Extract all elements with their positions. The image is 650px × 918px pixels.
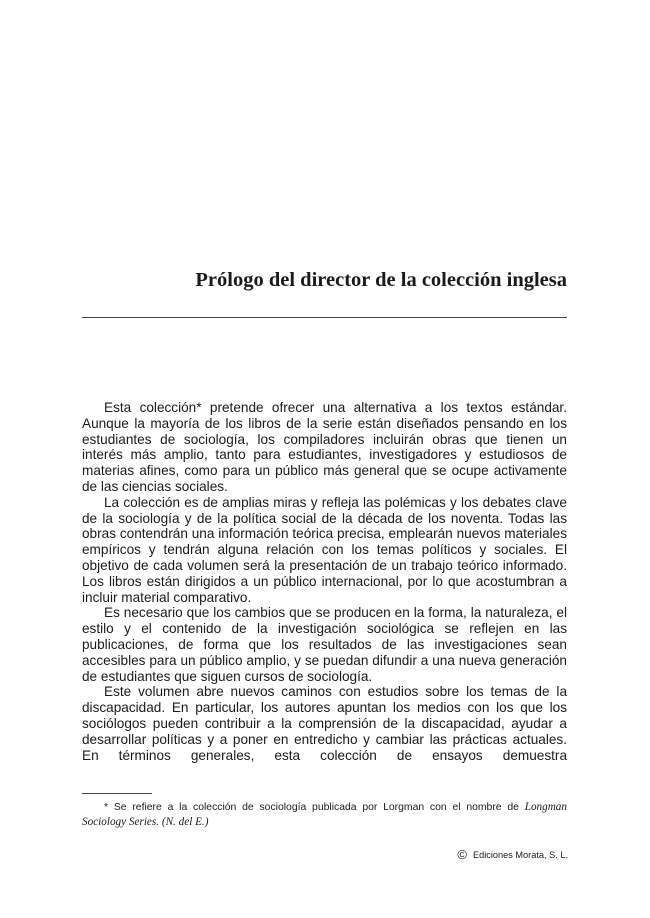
footnote — [82, 800, 567, 830]
publisher-name: Ediciones Morata, S. L. — [473, 850, 568, 860]
footnote-text: Se refiere a la colección de sociología publicada por Lorgman con el nombre de — [113, 802, 519, 813]
paragraph-1: Esta colección* pretende ofrecer una alternativa a los textos estándar. Aunque la mayoría de los libros de la serie están diseñados pensando en los estudiantes de sociología, los compiladores incluirán obras que tienen un interés más amplio, tanto para estudiantes, investigadores y estudiosos de materias afines, como para un público más general que se ocupe activamente de las ciencias sociales. — [82, 400, 567, 494]
footnote-divider — [82, 793, 152, 794]
paragraph-2: La colección es de amplias miras y refleja las polémicas y los debates clave de la sociología y de la política social de la década de los noventa. Todas las obras contendrán una información teórica precisa, emplearán nuevos materiales empíricos y tendrán alguna relación con los temas políticos y sociales. El objetivo de cada volumen será la presentación de un trabajo teórico informado. Los libros están dirigidos a un público internacional, por lo que acostumbran a incluir material comparativo. — [82, 494, 567, 605]
footnote-series-title: Longman Sociology Series. (N. del E.) — [82, 801, 567, 828]
paragraph-3: Es necesario que los cambios que se producen en la forma, la naturaleza, el estilo y el contenido de la investigación sociológica se reflejen en las publicaciones, de forma que los resultados de las investigaciones sean accesibles para un público amplio, y se puedan difundir a una nueva generación de estudiantes que siguen cursos de sociología. — [82, 605, 567, 684]
chapter-title: Prólogo del director de la colección inglesa — [195, 269, 567, 291]
title-divider — [82, 317, 567, 318]
footnote-marker: * — [104, 802, 109, 813]
body-text — [82, 400, 567, 763]
copyright-notice — [457, 848, 568, 862]
copyright-icon: © — [457, 847, 468, 862]
paragraph-4: Este volumen abre nuevos caminos con estudios sobre los temas de la discapacidad. En particular, los autores apuntan los medios con los que los sociólogos pueden contribuir a la comprensión de la discapacidad, ayudar a desarrollar políticas y a poner en entredicho y cambiar las prácticas actuales. En términos generales, esta colección de ensayos demuestra — [82, 684, 567, 763]
